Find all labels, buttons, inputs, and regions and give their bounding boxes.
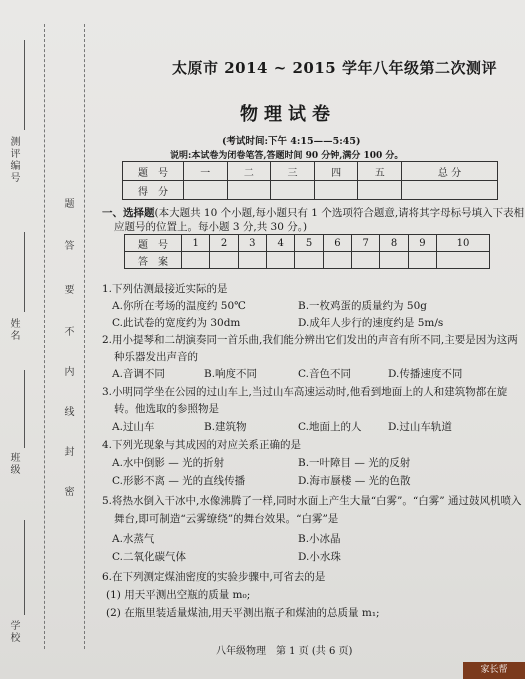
question-text: 种乐器发出声音的 (114, 351, 198, 363)
question-text: 5.将热水倒入干冰中,水像沸腾了一样,同时水面上产生大量“白雾”。“白雾” 通过鼓风机喷入 (102, 495, 522, 507)
answer-header-cell: 5 (295, 235, 323, 252)
option-text: C.地面上的人 (298, 421, 362, 433)
score-row-label: 得 分 (123, 181, 184, 200)
page-footer: 八年级物理 第 1 页 (共 6 页) (216, 646, 353, 657)
option-text: A.水中倒影 — 光的折射 (112, 457, 225, 469)
school-field[interactable] (24, 520, 26, 615)
option-text: A.音调不同 (112, 368, 165, 380)
section-intro-line-2: 应题号的位置上。每小题 3 分,共 30 分。) (114, 221, 308, 233)
seal-char: 线 (62, 406, 73, 416)
answer-header-cell: 10 (437, 235, 490, 252)
option-text: B.一枚鸡蛋的质量约为 50g (298, 300, 427, 312)
section-heading: 一、选择题 (102, 207, 155, 219)
section-text: (本大题共 10 个小题,每小题只有 1 个选项符合题意,请将其字母标号填入下表相 (154, 207, 525, 219)
option-text: C.二氧化碳气体 (112, 551, 186, 563)
score-header-cell: 二 (227, 162, 271, 181)
answer-header-cell: 7 (352, 235, 380, 252)
binding-line-2 (84, 24, 85, 649)
seal-char: 内 (62, 366, 73, 376)
seal-char: 密 (62, 486, 73, 496)
answer-cell[interactable] (267, 252, 295, 269)
answer-row-label: 答 案 (125, 252, 182, 269)
exam-time: (考试时间:下午 4:15——5:45) (222, 136, 361, 147)
option-text: A.你所在考场的温度约 50℃ (112, 300, 246, 312)
score-header-cell: 四 (314, 162, 358, 181)
question-text: 4.下列光现象与其成因的对应关系正确的是 (102, 439, 302, 451)
class-label: 班级 (8, 452, 19, 476)
score-header-cell: 一 (184, 162, 228, 181)
option-text: B.小冰晶 (298, 533, 341, 545)
seal-char: 题 (62, 198, 73, 208)
score-header-cell: 三 (271, 162, 315, 181)
answer-cell[interactable] (182, 252, 210, 269)
answer-header-cell: 2 (210, 235, 238, 252)
watermark-logo: 家长帮 (463, 662, 525, 679)
answer-header-cell: 8 (380, 235, 408, 252)
step-text: (1) 用天平测出空瓶的质量 m₀; (106, 589, 251, 601)
answer-cell[interactable] (408, 252, 436, 269)
answer-header-cell: 4 (267, 235, 295, 252)
option-text: D.小水珠 (298, 551, 341, 563)
question-text: 1.下列估测最接近实际的是 (102, 283, 228, 295)
score-header-cell: 总 分 (402, 162, 498, 181)
answer-cell[interactable] (238, 252, 266, 269)
answer-header-cell: 题 号 (125, 235, 182, 252)
exam-note: 说明:本试卷为闭卷笔答,答题时间 90 分钟,满分 100 分。 (170, 151, 404, 161)
question-text: 舞台,即可制造“云雾缭绕”的舞台效果。“白雾”是 (114, 513, 339, 525)
score-cell[interactable] (358, 181, 402, 200)
question-text: 转。他选取的参照物是 (114, 403, 219, 415)
score-cell[interactable] (184, 181, 228, 200)
name-label: 姓名 (8, 318, 19, 342)
option-text: D.海市蜃楼 — 光的色散 (298, 475, 411, 487)
section-intro-line-1 (102, 206, 524, 220)
exam-id-label: 测评编号 (8, 136, 19, 184)
answer-cell[interactable] (437, 252, 490, 269)
option-text: C.形影不离 — 光的直线传播 (112, 475, 246, 487)
score-header-cell: 题 号 (123, 162, 184, 181)
option-text: B.一叶障目 — 光的反射 (298, 457, 411, 469)
answer-cell[interactable] (210, 252, 238, 269)
option-text: A.水蒸气 (112, 533, 155, 545)
seal-char: 封 (62, 446, 73, 456)
option-text: D.传播速度不同 (388, 368, 463, 380)
option-text: B.响度不同 (204, 368, 258, 380)
step-text: (2) 在瓶里装适量煤油,用天平测出瓶子和煤油的总质量 m₁; (106, 607, 380, 619)
name-field[interactable] (24, 232, 26, 312)
question-text: 6.在下列测定煤油密度的实验步骤中,可省去的是 (102, 571, 326, 583)
score-cell[interactable] (227, 181, 271, 200)
answer-cell[interactable] (295, 252, 323, 269)
answer-table (124, 234, 490, 269)
score-cell[interactable] (314, 181, 358, 200)
score-cell[interactable] (271, 181, 315, 200)
option-text: C.音色不同 (298, 368, 351, 380)
exam-subtitle: 物理试卷 (240, 104, 336, 125)
score-header-cell: 五 (358, 162, 402, 181)
answer-cell[interactable] (323, 252, 351, 269)
option-text: A.过山车 (112, 421, 155, 433)
answer-cell[interactable] (380, 252, 408, 269)
question-text: 3.小明同学坐在公园的过山车上,当过山车高速运动时,他看到地面上的人和建筑物都在旋 (102, 386, 508, 398)
seal-char: 要 (62, 284, 73, 294)
answer-header-cell: 6 (323, 235, 351, 252)
answer-cell[interactable] (352, 252, 380, 269)
score-cell[interactable] (402, 181, 498, 200)
answer-header-cell: 3 (238, 235, 266, 252)
option-text: C.此试卷的宽度约为 30dm (112, 317, 241, 329)
question-text: 2.用小提琴和二胡演奏同一首乐曲,我们能分辨出它们发出的声音有所不同,主要是因为这两 (102, 334, 518, 346)
class-field[interactable] (24, 370, 26, 448)
exam-title: 太原市 2014 ~ 2015 学年八年级第二次测评 (172, 59, 497, 77)
exam-id-field[interactable] (24, 40, 26, 130)
score-table (122, 161, 498, 200)
option-text: B.建筑物 (204, 421, 247, 433)
binding-line (44, 24, 45, 649)
seal-char: 答 (62, 240, 73, 250)
school-label: 学校 (8, 620, 19, 644)
answer-header-cell: 1 (182, 235, 210, 252)
option-text: D.成年人步行的速度约是 5m/s (298, 317, 444, 329)
option-text: D.过山车轨道 (388, 421, 452, 433)
seal-char: 不 (62, 326, 73, 336)
answer-header-cell: 9 (408, 235, 436, 252)
